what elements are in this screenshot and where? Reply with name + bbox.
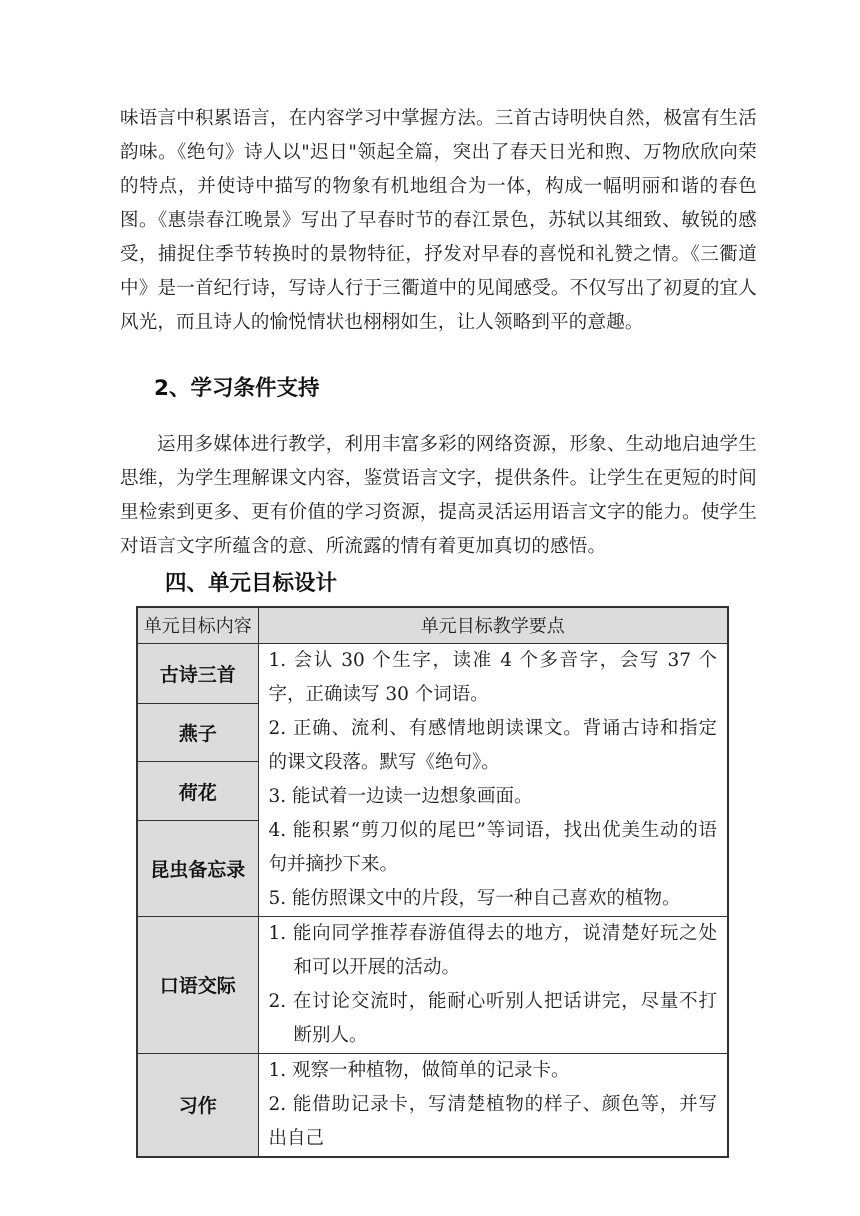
row-label-ancient-poems: 古诗三首 — [137, 643, 258, 703]
table-row — [137, 643, 728, 703]
table-header-row — [137, 607, 728, 643]
table-row — [137, 916, 728, 1053]
point-item: 4. 能积累“剪刀似的尾巴”等词语，找出优美生动的语句并摘抄下来。 — [268, 819, 717, 875]
paragraph-unit-analysis: 味语言中积累语言，在内容学习中掌握方法。三首古诗明快自然，极富有生活韵味。《绝句》诗人以"迟日"领起全篇，突出了春天日光和煦、万物欣欣向荣的特点，并使诗中描写的物象有机地组合为一体，构成一幅明丽和谐的春色图。《惠崇春江晚景》写出了早春时节的春江景色，苏轼以其细致、敏锐的感受，捕捉住季节转换时的景物特征，抒发对早春的喜悦和礼赞之情。《三衢道中》是一首纪行诗，写诗人行于三衢道中的见闻感受。不仅写出了初夏的宜人风光，而且诗人的愉悦情状也栩栩如生，让人领略到平的意趣。 — [120, 108, 757, 333]
point-item: 1. 会认 30 个生字，读准 4 个多音字，会写 37 个字，正确读写 30 个词语。 — [268, 649, 717, 705]
table-row — [137, 1053, 728, 1157]
row-label-writing: 习作 — [137, 1053, 258, 1157]
point-item: 3. 能试着一边读一边想象画面。 — [268, 785, 533, 807]
row-label-oral-communication: 口语交际 — [137, 916, 258, 1053]
oral-points-cell — [258, 916, 728, 1053]
table-header-points-column: 单元目标教学要点 — [258, 607, 728, 643]
point-item: 1. 能向同学推荐春游值得去的地方，说清楚好玩之处和可以开展的活动。 — [268, 922, 717, 978]
writing-points-cell — [258, 1053, 728, 1157]
paragraph-learning-conditions: 运用多媒体进行教学，利用丰富多彩的网络资源，形象、生动地启迪学生思维，为学生理解课文内容，鉴赏语言文字，提供条件。让学生在更短的时间里检索到更多、更有价值的学习资源，提高灵活运用语言文字的能力。使学生对语言文字所蕴含的意、所流露的情有着更加真切的感悟。 — [120, 434, 757, 557]
point-item: 2. 能借助记录卡，写清楚植物的样子、颜色等，并写出自己 — [268, 1093, 717, 1149]
point-item: 5. 能仿照课文中的片段，写一种自己喜欢的植物。 — [268, 887, 681, 909]
point-item: 2. 正确、流利、有感情地朗读课文。背诵古诗和指定的课文段落。默写《绝句》。 — [268, 717, 717, 773]
point-item: 1. 观察一种植物，做简单的记录卡。 — [268, 1059, 570, 1081]
row-label-insect-memo: 昆虫备忘录 — [137, 821, 258, 916]
unit-goal-table — [136, 606, 729, 1158]
table-header-content-column: 单元目标内容 — [137, 607, 258, 643]
lesson-points-cell — [258, 643, 728, 916]
heading-unit-goal-design: 四、单元目标设计 — [165, 571, 338, 596]
heading-learning-conditions: 2、学习条件支持 — [154, 376, 320, 401]
point-item: 2. 在讨论交流时，能耐心听别人把话讲完，尽量不打断别人。 — [268, 990, 717, 1046]
row-label-lotus: 荷花 — [137, 761, 258, 820]
row-label-swallow: 燕子 — [137, 703, 258, 761]
